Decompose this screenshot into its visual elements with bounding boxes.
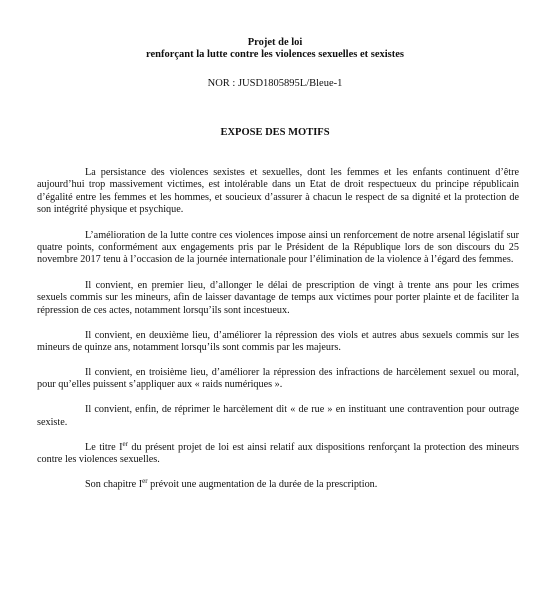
paragraph-2: L’amélioration de la lutte contre ces violences impose ainsi un renforcement de notre arsenal législatif sur quatre points, conformément aux engagements pris par le Président de la République lors de son discours du 25 novembre 2017 tenu à l’occasion de la journée internationale pour l’élimination de la violence à l’égard des femmes. [37,229,519,266]
bill-title-line-2: renforçant la lutte contre les violences sexuelles et sexistes [146,49,404,60]
paragraph-1: La persistance des violences sexistes et sexuelles, dont les femmes et les enfants continuent d’être aujourd’hui trop massivement victimes, est intolérable dans un Etat de droit respectueux du principe républicain d’égalité entre les femmes et les hommes, et soucieux d’assurer à chacun le respect de sa dignité et la protection de son intégrité physique et psychique. [37,167,519,216]
paragraph-6: Il convient, enfin, de réprimer le harcèlement dit « de rue » en instituant une contravention pour outrage sexiste. [37,404,519,428]
paragraph-chapitre-start: Son chapitre I [85,478,143,490]
nor-reference: NOR : JUSD1805895L/Bleue-1 [207,78,343,89]
bill-title [0,37,550,61]
paragraph-titre-start: Le titre I [85,441,123,453]
paragraph-titre-end: du présent projet de loi est ainsi relatif aux dispositions renforçant la protection des mineurs contre les violences sexuelles. [37,441,519,465]
section-heading: EXPOSE DES MOTIFS [220,127,330,138]
paragraph-titre-superscript: er [122,439,128,448]
paragraph-4: Il convient, en deuxième lieu, d’améliorer la répression des viols et autres abus sexuels commis sur les mineurs de quinze ans, notamment lorsqu’ils sont commis par les majeurs. [37,329,519,353]
paragraph-chapitre-superscript: er [142,476,148,485]
paragraph-5: Il convient, en troisième lieu, d’améliorer la répression des infractions de harcèlement sexuel ou moral, pour qu’elles puissent s’appliquer aux « raids numériques ». [37,366,519,391]
paragraph-chapitre [37,476,519,491]
bill-title-line-1: Projet de loi [247,37,303,48]
paragraph-3: Il convient, en premier lieu, d’allonger le délai de prescription de vingt à trente ans pour les crimes sexuels commis sur les mineurs, afin de laisser davantage de temps aux victimes pour porter plainte et de faciliter la répression de ces actes, notamment lorsqu’ils sont incestueux. [37,279,519,316]
paragraph-chapitre-end: prévoit une augmentation de la durée de la prescription. [147,478,378,490]
document-body [37,167,519,504]
paragraph-titre [37,439,519,467]
